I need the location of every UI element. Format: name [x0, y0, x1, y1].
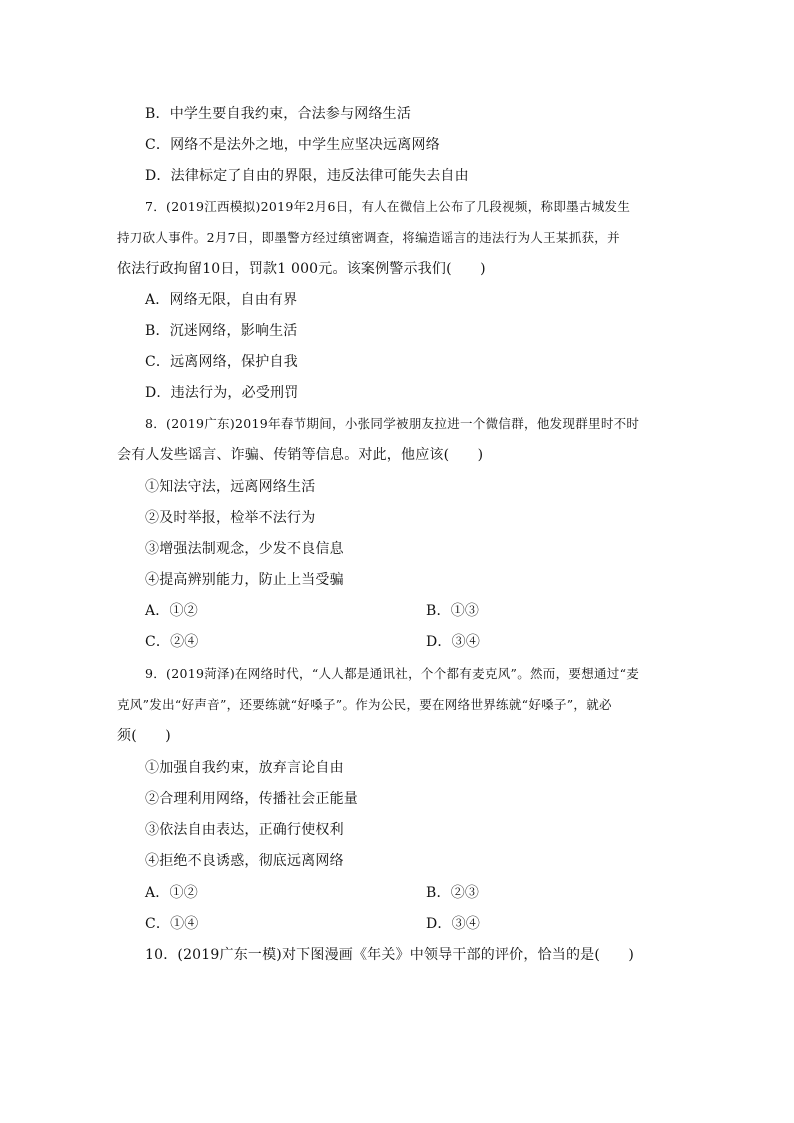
- q9-stem-line3: 须( ): [117, 728, 171, 744]
- q9-option-a: A．①②: [145, 885, 198, 901]
- q9-item-1: ①加强自我约束，放弃言论自由: [145, 760, 344, 776]
- q9-option-d: D．③④: [426, 916, 481, 932]
- q8-item-1: ①知法守法，远离网络生活: [145, 479, 316, 495]
- q8-option-b: B．①③: [426, 603, 480, 619]
- q8-option-a: A．①②: [145, 603, 198, 619]
- q9-item-3: ③依法自由表达，正确行使权利: [145, 822, 344, 838]
- q8-item-4: ④提高辨别能力，防止上当受骗: [145, 572, 344, 588]
- q9-option-b: B．②③: [426, 885, 480, 901]
- q9-item-2: ②合理利用网络，传播社会正能量: [145, 791, 358, 807]
- q7-option-d: D．违法行为，必受刑罚: [145, 385, 299, 401]
- q7-stem-line3: 依法行政拘留10日，罚款1 000元。该案例警示我们( ): [117, 261, 486, 277]
- q7-option-b: B．沉迷网络，影响生活: [145, 323, 298, 339]
- q8-item-3: ③增强法制观念，少发不良信息: [145, 541, 344, 557]
- q7-option-c: C．远离网络，保护自我: [145, 354, 298, 370]
- q6-option-d: D．法律标定了自由的界限，违反法律可能失去自由: [145, 168, 469, 184]
- q7-option-a: A．网络无限，自由有界: [145, 292, 298, 308]
- q9-stem-line1: 9．(2019菏泽)在网络时代，“人人都是通讯社，个个都有麦克风”。然而，要想通过“麦: [145, 666, 640, 681]
- q6-option-c: C．网络不是法外之地，中学生应坚决远离网络: [145, 137, 440, 153]
- q10-stem-line1: 10．(2019广东一模)对下图漫画《年关》中领导干部的评价，恰当的是( ): [145, 947, 635, 963]
- q6-option-b: B．中学生要自我约束，合法参与网络生活: [145, 106, 412, 122]
- q7-stem-line1: 7．(2019江西模拟)2019年2月6日，有人在微信上公布了几段视频，称即墨古城发生: [145, 199, 631, 214]
- q8-option-c: C．②④: [145, 634, 199, 650]
- q8-item-2: ②及时举报，检举不法行为: [145, 510, 316, 526]
- q7-stem-line2: 持刀砍人事件。2月7日，即墨警方经过缜密调查，将编造谣言的违法行为人王某抓获，并: [117, 230, 620, 245]
- q9-option-c: C．①④: [145, 916, 199, 932]
- q8-stem-line1: 8．(2019广东)2019年春节期间，小张同学被朋友拉进一个微信群，他发现群里时不时: [145, 416, 640, 431]
- q8-stem-line2: 会有人发些谣言、诈骗、传销等信息。对此，他应该( ): [117, 447, 484, 463]
- q8-option-d: D．③④: [426, 634, 481, 650]
- q9-item-4: ④拒绝不良诱惑，彻底远离网络: [145, 853, 344, 869]
- q9-stem-line2: 克风”发出“好声音”，还要练就“好嗓子”。作为公民，要在网络世界练就“好嗓子”，就必: [117, 697, 612, 712]
